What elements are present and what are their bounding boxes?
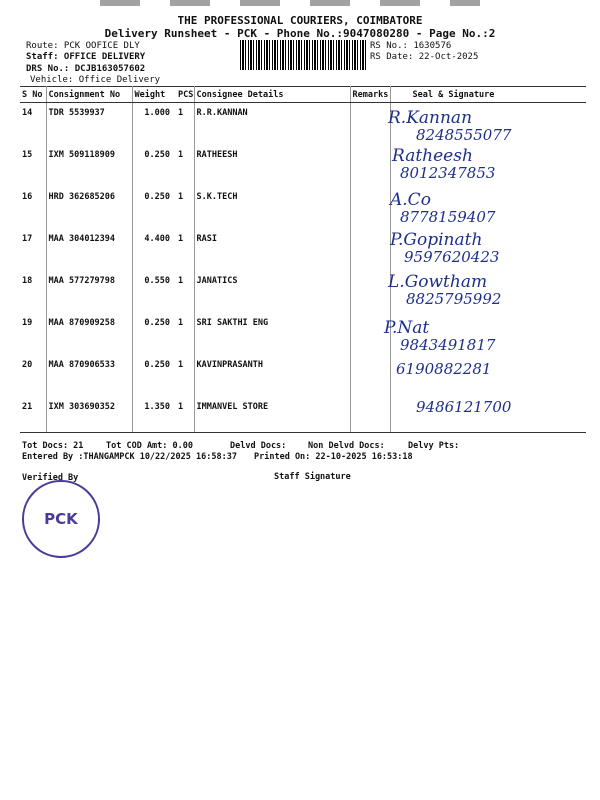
cell-consignee: SRI SAKTHI ENG <box>194 313 350 355</box>
cell-sno: 15 <box>20 145 46 187</box>
company-title: THE PROFESSIONAL COURIERS, COIMBATORE <box>177 14 423 27</box>
cell-sno: 21 <box>20 397 46 433</box>
cell-remarks <box>350 145 390 187</box>
col-signature: Seal & Signature <box>390 87 586 103</box>
total-docs: Tot Docs: 21 <box>22 441 84 451</box>
staff-label: Staff: OFFICE DELIVERY <box>26 52 146 62</box>
cell-remarks <box>350 187 390 229</box>
delivered-docs: Delvd Docs: <box>230 441 287 451</box>
col-consignee: Consignee Details <box>194 87 350 103</box>
cell-remarks <box>350 271 390 313</box>
non-delivered-docs: Non Delvd Docs: <box>308 441 385 451</box>
cell-consignment: MAA 870909258 <box>46 313 132 355</box>
cell-sno: 19 <box>20 313 46 355</box>
cell-consignee: IMMANVEL STORE <box>194 397 350 433</box>
cell-remarks <box>350 355 390 397</box>
handwritten-signature: 6190882281 <box>396 360 492 378</box>
cell-sno: 16 <box>20 187 46 229</box>
delivery-points: Delvy Pts: <box>408 441 460 451</box>
cell-consignment: MAA 304012394 <box>46 229 132 271</box>
cell-weight: 0.250 <box>144 150 170 160</box>
handwritten-signature: P.Nat 9843491817 <box>384 318 496 354</box>
rs-date: RS Date: 22-Oct-2025 <box>370 52 479 62</box>
table-row <box>20 187 586 229</box>
cell-consignee: JANATICS <box>194 271 350 313</box>
cell-consignee: RATHEESH <box>194 145 350 187</box>
cell-consignment: IXM 303690352 <box>46 397 132 433</box>
col-remarks: Remarks <box>350 87 390 103</box>
cell-sno: 18 <box>20 271 46 313</box>
table-row <box>20 229 586 271</box>
cell-sno: 17 <box>20 229 46 271</box>
col-consignment: Consignment No <box>46 87 132 103</box>
cell-weight: 0.550 <box>144 276 170 286</box>
cell-weight: 0.250 <box>144 192 170 202</box>
col-sno: S No <box>20 87 46 103</box>
cell-consignment: MAA 577279798 <box>46 271 132 313</box>
barcode <box>240 40 366 70</box>
cell-pcs: 1 <box>176 355 194 397</box>
cell-weight: 0.250 <box>144 360 170 370</box>
table-row <box>20 145 586 187</box>
handwritten-signature: R.Kannan 8248555077 <box>388 108 512 144</box>
cell-pcs: 1 <box>176 271 194 313</box>
staff-signature-label: Staff Signature <box>274 472 351 482</box>
cell-pcs: 1 <box>176 103 194 146</box>
cell-sno: 20 <box>20 355 46 397</box>
handwritten-signature: Ratheesh 8012347853 <box>392 146 496 182</box>
cell-remarks <box>350 229 390 271</box>
cell-consignment: MAA 870906533 <box>46 355 132 397</box>
cell-pcs: 1 <box>176 229 194 271</box>
cell-pcs: 1 <box>176 187 194 229</box>
col-weight: Weight <box>132 87 176 103</box>
verified-by-label: Verified By <box>22 473 79 483</box>
table-row <box>20 313 586 355</box>
runsheet-subtitle: Delivery Runsheet - PCK - Phone No.:9047080280 - Page No.:2 <box>104 27 496 40</box>
vehicle-label: Vehicle: Office Delivery <box>30 75 161 85</box>
cell-pcs: 1 <box>176 313 194 355</box>
printed-on: Printed On: 22-10-2025 16:53:18 <box>254 452 413 462</box>
scan-artifact <box>100 0 480 6</box>
total-cod-amount: Tot COD Amt: 0.00 <box>106 441 193 451</box>
route-label: Route: PCK OOFICE DLY <box>26 41 140 51</box>
cell-weight: 1.350 <box>132 397 176 433</box>
cell-weight: 4.400 <box>144 234 170 244</box>
cell-consignee: RASI <box>194 229 350 271</box>
handwritten-signature: A.Co 8778159407 <box>390 190 496 226</box>
entered-by: Entered By :THANGAMPCK 10/22/2025 16:58:37 <box>22 452 237 462</box>
cell-pcs: 1 <box>176 145 194 187</box>
rs-number: RS No.: 1630576 <box>370 41 452 51</box>
cell-remarks <box>350 103 390 146</box>
handwritten-signature: 9486121700 <box>416 398 512 416</box>
drs-number: DRS No.: DCJB163057602 <box>26 64 146 74</box>
cell-consignee: S.K.TECH <box>194 187 350 229</box>
col-pcs: PCS <box>176 87 194 103</box>
cell-consignee: R.R.KANNAN <box>194 103 350 146</box>
pck-stamp: PCK <box>22 480 100 558</box>
cell-pcs: 1 <box>176 397 194 433</box>
cell-consignment: TDR 5539937 <box>46 103 132 146</box>
handwritten-signature: L.Gowtham 8825795992 <box>388 272 502 308</box>
cell-weight: 0.250 <box>144 318 170 328</box>
handwritten-signature: P.Gopinath 9597620423 <box>390 230 500 266</box>
table-header-row <box>20 87 586 103</box>
cell-remarks <box>350 397 390 433</box>
table-row <box>20 355 586 397</box>
cell-consignment: HRD 362685206 <box>46 187 132 229</box>
cell-consignment: IXM 509118909 <box>46 145 132 187</box>
cell-weight: 1.000 <box>144 108 170 118</box>
cell-consignee: KAVINPRASANTH <box>194 355 350 397</box>
cell-sno: 14 <box>20 103 46 146</box>
